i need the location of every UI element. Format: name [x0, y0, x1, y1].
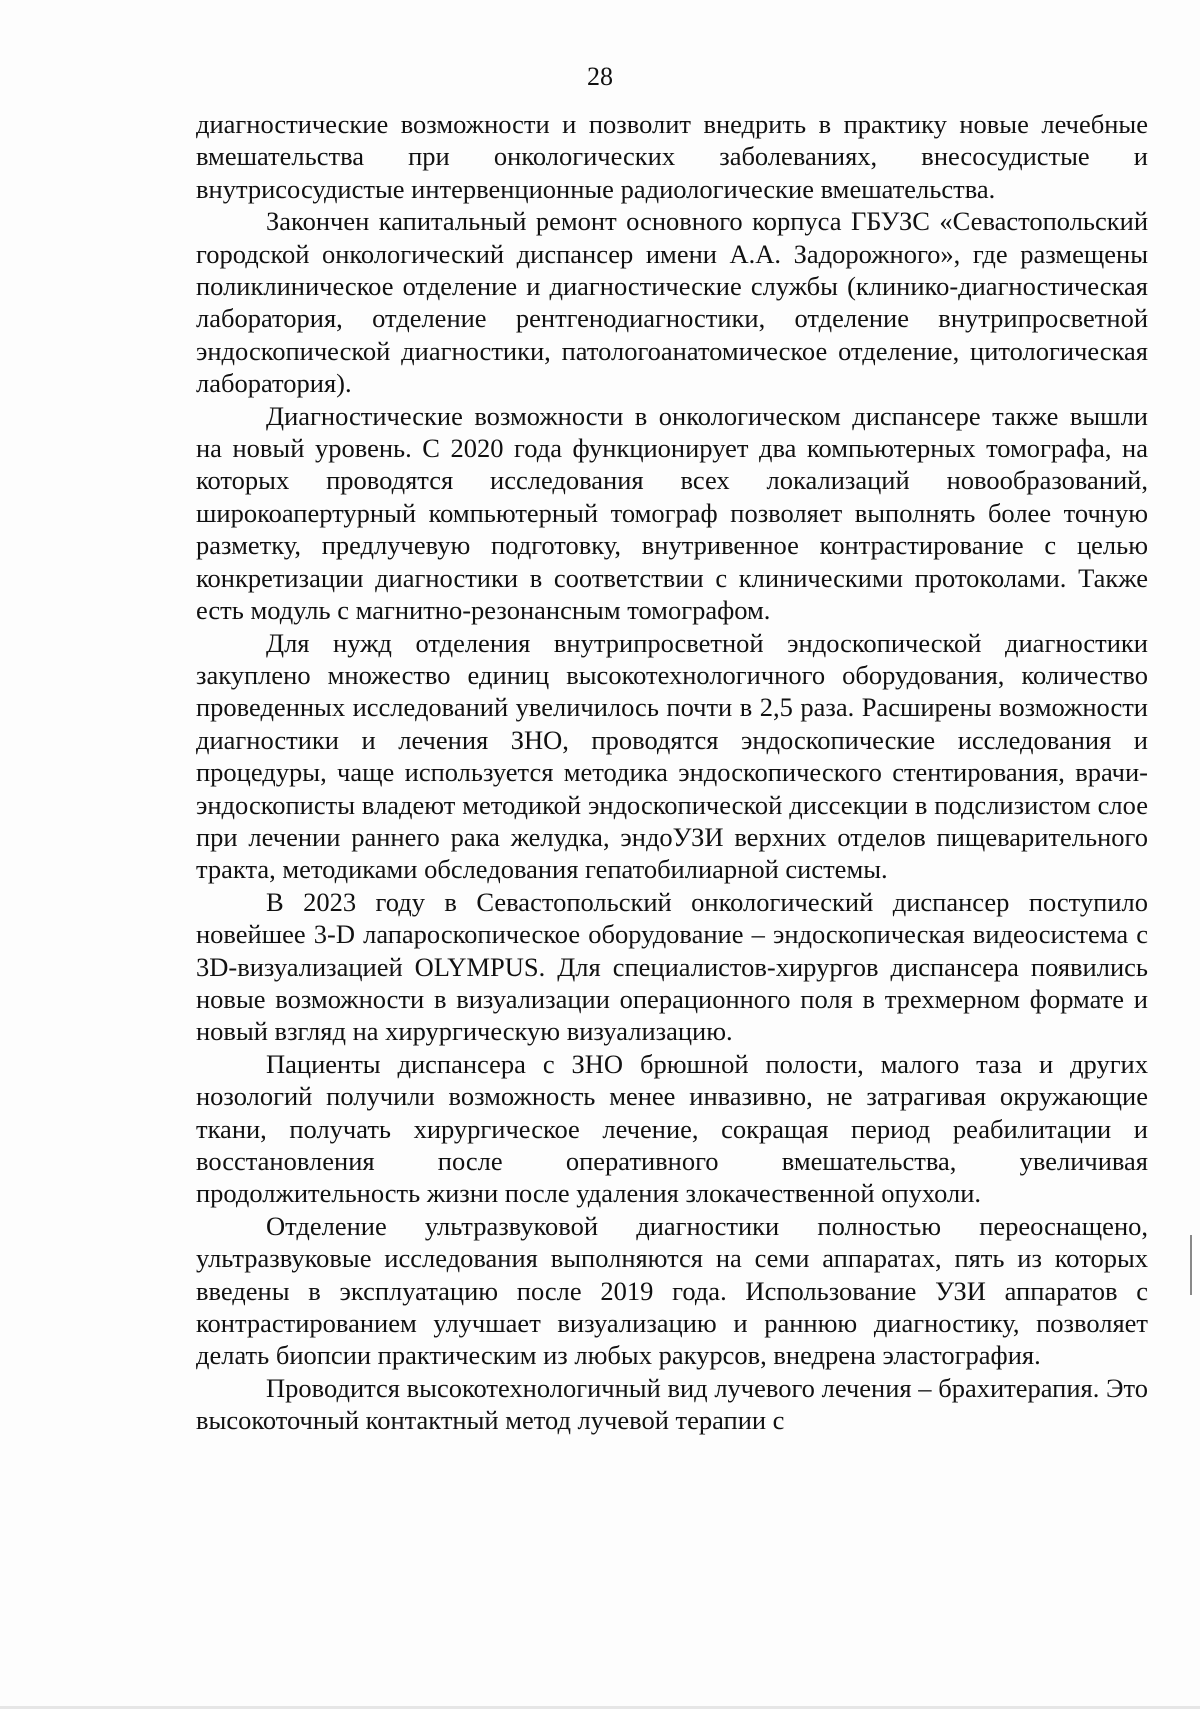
paragraph-ultrasound: Отделение ультразвуковой диагностики полностью переоснащено, ультразвуковые исследования выполняются на семи аппаратах, пять из которых введены в эксплуатацию после 2019 года. Использование УЗИ аппаратов с контрастированием улучшает визуализацию и раннюю диагностику, позволяет делать биопсии практическим из любых ракурсов, внедрена эластография. [196, 1210, 1148, 1371]
paragraph-tomography: Диагностические возможности в онкологическом диспансере также вышли на новый уровень. С 2020 года функционирует два компьютерных томографа, на которых проводятся исследования всех локализаций новообразований, широкоапертурный компьютерный томограф позволяет выполнять более точную разметку, предлучевую подготовку, внутривенное контрастирование с целью конкретизации диагностики в соответствии с клиническими протоколами. Также есть модуль с магнитно-резонансным томографом. [196, 400, 1148, 626]
document-body [196, 108, 1148, 1437]
paragraph-3d-laparoscopy: В 2023 году в Севастопольский онкологический диспансер поступило новейшее 3-D лапароскопическое оборудование – эндоскопическая видеосистема с 3D-визуализацией OLYMPUS. Для специалистов-хирургов диспансера появились новые возможности в визуализации операционного поля в трехмерном формате и новый взгляд на хирургическую визуализацию. [196, 886, 1148, 1047]
paragraph-brachytherapy: Проводится высокотехнологичный вид лучевого лечения – брахитерапия. Это высокоточный контактный метод лучевой терапии с [196, 1372, 1148, 1436]
paragraph-continued-diagnostics: диагностические возможности и позволит внедрить в практику новые лечебные вмешательства при онкологических заболеваниях, внесосудистые и внутрисосудистые интервенционные радиологические вмешательства. [196, 109, 1148, 204]
page-number: 28 [587, 62, 613, 91]
paragraph-endoscopy: Для нужд отделения внутрипросветной эндоскопической диагностики закуплено множество единиц высокотехнологичного оборудования, количество проведенных исследований увеличилось почти в 2,5 раза. Расширены возможности диагностики и лечения ЗНО, проводятся эндоскопические исследования и процедуры, чаще используется методика эндоскопического стентирования, врачи-эндоскописты владеют методикой эндоскопической диссекции в подслизистом слое при лечении раннего рака желудка, эндоУЗИ верхних отделов пищеварительного тракта, методиками обследования гепатобилиарной системы. [196, 627, 1148, 885]
paragraph-patients: Пациенты диспансера с ЗНО брюшной полости, малого таза и других нозологий получили возможность менее инвазивно, не затрагивая окружающие ткани, получать хирургическое лечение, сокращая период реабилитации и восстановления после оперативного вмешательства, увеличивая продолжительность жизни после удаления злокачественной опухоли. [196, 1048, 1148, 1209]
scan-artifact-mark [1190, 1235, 1192, 1295]
paragraph-renovation: Закончен капитальный ремонт основного корпуса ГБУЗС «Севастопольский городской онкологический диспансер имени А.А. Задорожного», где размещены поликлиническое отделение и диагностические службы (клинико-диагностическая лаборатория, отделение рентгенодиагностики, отделение внутрипросветной эндоскопической диагностики, патологоанатомическое отделение, цитологическая лаборатория). [196, 206, 1148, 399]
